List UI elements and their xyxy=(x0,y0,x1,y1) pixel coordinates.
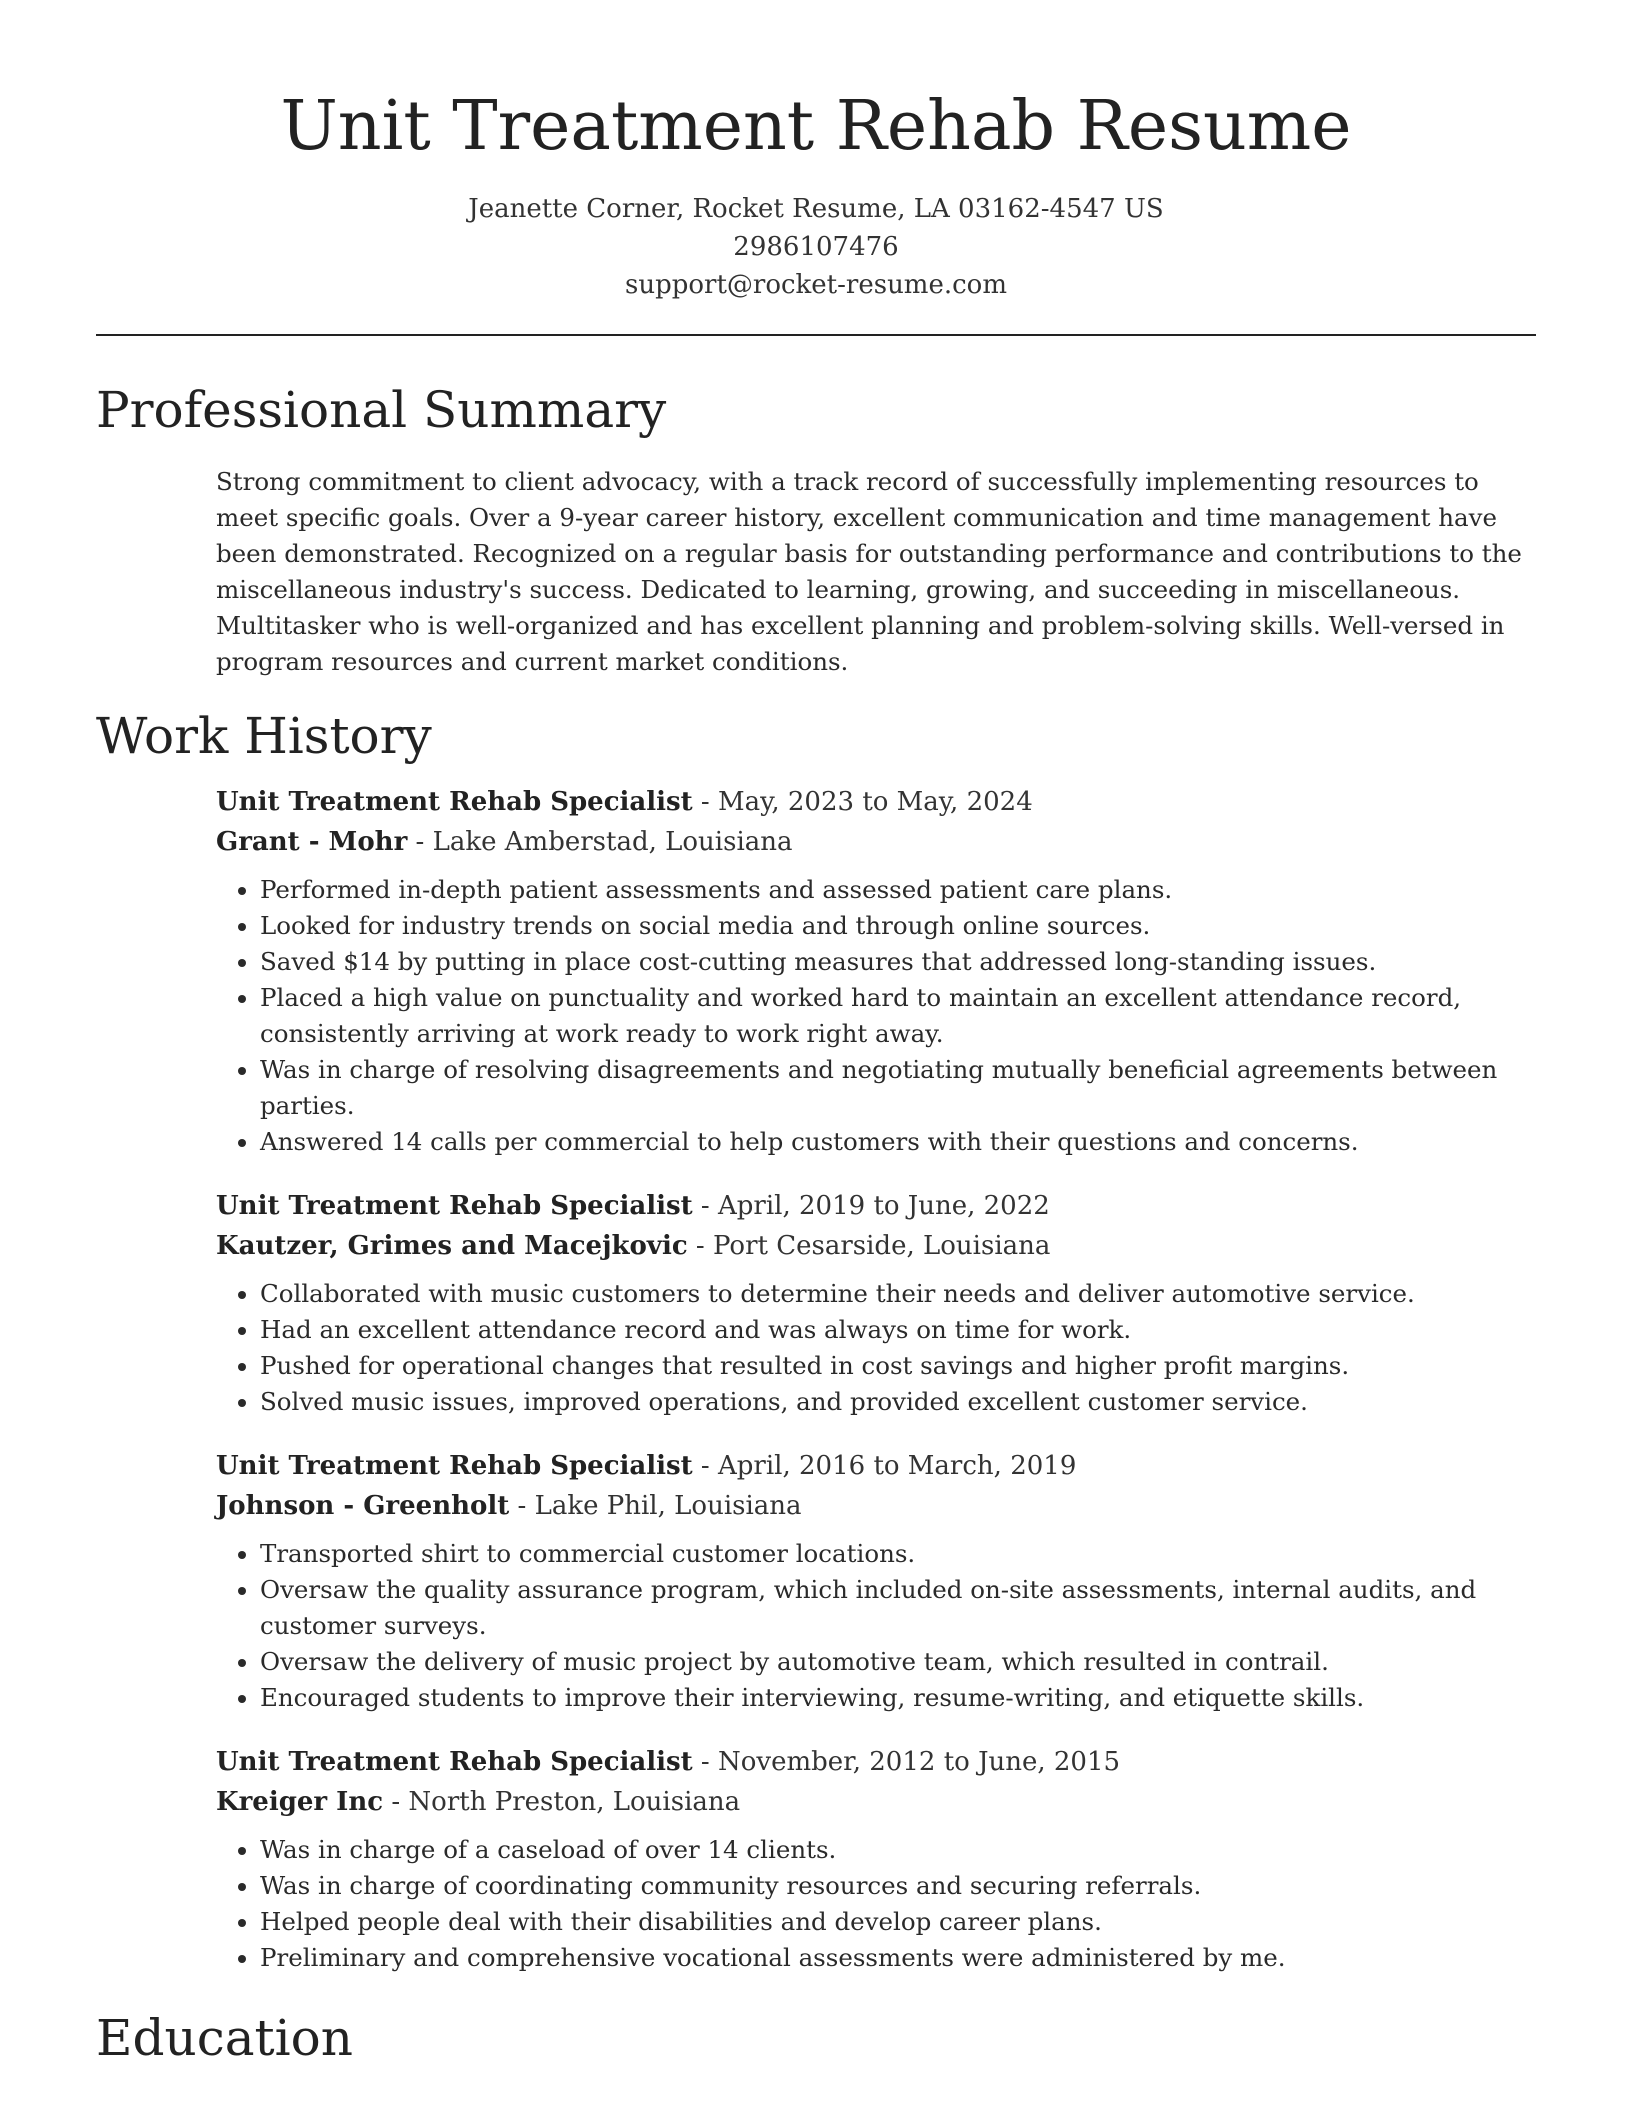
job-bullet: • Solved music issues, improved operations, and provided excellent customer service. xyxy=(260,1384,1536,1420)
job-title: Unit Treatment Rehab Specialist xyxy=(216,1191,693,1221)
job-bullet: • Helped people deal with their disabilities and develop career plans. xyxy=(260,1904,1536,1940)
job-dates: April, 2016 to March, 2019 xyxy=(718,1451,1077,1481)
job-location: Lake Amberstad, Louisiana xyxy=(432,827,793,857)
contact-block xyxy=(96,190,1536,304)
job-bullet: • Oversaw the quality assurance program, which included on-site assessments, internal audits, and customer surveys. xyxy=(260,1572,1536,1644)
job-bullet: • Had an excellent attendance record and was always on time for work. xyxy=(260,1312,1536,1348)
job-bullet: • Preliminary and comprehensive vocational assessments were administered by me. xyxy=(260,1940,1536,1976)
job-company-line: Johnson - Greenholt - Lake Phil, Louisiana xyxy=(216,1491,802,1521)
job-bullet: • Was in charge of coordinating community resources and securing referrals. xyxy=(260,1868,1536,1904)
job-company: Kreiger Inc xyxy=(216,1787,384,1817)
header-divider xyxy=(96,334,1536,336)
contact-phone: 2986107476 xyxy=(733,232,899,262)
work-history-heading: Work History xyxy=(96,707,432,765)
job-entry xyxy=(216,782,1536,1160)
resume-header xyxy=(96,0,1536,304)
job-bullet: • Saved $14 by putting in place cost-cutting measures that addressed long-standing issues. xyxy=(260,944,1536,980)
job-dates: November, 2012 to June, 2015 xyxy=(718,1747,1121,1777)
job-title: Unit Treatment Rehab Specialist xyxy=(216,1747,693,1777)
job-bullets xyxy=(216,1536,1536,1716)
summary-heading: Professional Summary xyxy=(96,381,667,439)
job-title: Unit Treatment Rehab Specialist xyxy=(216,1451,693,1481)
job-bullet: • Placed a high value on punctuality and worked hard to maintain an excellent attendance record, consistently arriving at work ready to work right away. xyxy=(260,980,1536,1052)
job-company-line: Grant - Mohr - Lake Amberstad, Louisiana xyxy=(216,827,793,857)
summary-text: Strong commitment to client advocacy, with a track record of successfully implementing resources to meet specific goals. Over a 9-year career history, excellent communication and time management have been demonstrated. Recognized on a regular basis for outstanding performance and contributions to the miscellaneous industry's success. Dedicated to learning, growing, and succeeding in miscellaneous. Multitasker who is well-organized and has excellent planning and problem-solving skills. Well-versed in program resources and current market conditions. xyxy=(216,467,1522,676)
work-history-list xyxy=(216,782,1536,1976)
job-company-line: Kreiger Inc - North Preston, Louisiana xyxy=(216,1787,741,1817)
job-bullet: • Performed in-depth patient assessments and assessed patient care plans. xyxy=(260,872,1536,908)
contact-address: Jeanette Corner, Rocket Resume, LA 03162-4547 US xyxy=(468,194,1164,224)
job-bullet: • Encouraged students to improve their interviewing, resume-writing, and etiquette skills. xyxy=(260,1680,1536,1716)
job-dates: May, 2023 to May, 2024 xyxy=(718,787,1033,817)
job-dates: April, 2019 to June, 2022 xyxy=(718,1191,1050,1221)
education-heading: Education xyxy=(96,2009,353,2067)
job-bullet: • Looked for industry trends on social media and through online sources. xyxy=(260,908,1536,944)
job-bullets xyxy=(216,872,1536,1160)
job-location: Lake Phil, Louisiana xyxy=(534,1491,802,1521)
job-bullet: • Pushed for operational changes that resulted in cost savings and higher profit margins. xyxy=(260,1348,1536,1384)
job-company: Johnson - Greenholt xyxy=(216,1491,510,1521)
job-location: Port Cesarside, Louisiana xyxy=(712,1231,1051,1261)
job-company-line: Kautzer, Grimes and Macejkovic - Port Cesarside, Louisiana xyxy=(216,1231,1051,1261)
job-title-line: Unit Treatment Rehab Specialist - November, 2012 to June, 2015 xyxy=(216,1747,1121,1777)
contact-email[interactable]: support@rocket-resume.com xyxy=(624,270,1007,300)
job-bullet: • Transported shirt to commercial customer locations. xyxy=(260,1536,1536,1572)
job-entry xyxy=(216,1446,1536,1716)
job-bullet: • Oversaw the delivery of music project by automotive team, which resulted in contrail. xyxy=(260,1644,1536,1680)
job-company: Kautzer, Grimes and Macejkovic xyxy=(216,1231,688,1261)
job-title-line: Unit Treatment Rehab Specialist - May, 2023 to May, 2024 xyxy=(216,787,1033,817)
job-bullet: • Collaborated with music customers to determine their needs and deliver automotive service. xyxy=(260,1276,1536,1312)
job-entry xyxy=(216,1186,1536,1420)
job-company: Grant - Mohr xyxy=(216,827,408,857)
job-bullets xyxy=(216,1832,1536,1976)
resume-title: Unit Treatment Rehab Resume xyxy=(280,87,1352,166)
job-title-line: Unit Treatment Rehab Specialist - April, 2019 to June, 2022 xyxy=(216,1191,1050,1221)
job-entry xyxy=(216,1742,1536,1976)
job-title-line: Unit Treatment Rehab Specialist - April, 2016 to March, 2019 xyxy=(216,1451,1077,1481)
job-bullet: • Was in charge of resolving disagreements and negotiating mutually beneficial agreements between parties. xyxy=(260,1052,1536,1124)
job-location: North Preston, Louisiana xyxy=(408,1787,741,1817)
job-title: Unit Treatment Rehab Specialist xyxy=(216,787,693,817)
job-bullets xyxy=(216,1276,1536,1420)
job-bullet: • Answered 14 calls per commercial to help customers with their questions and concerns. xyxy=(260,1124,1536,1160)
job-bullet: • Was in charge of a caseload of over 14 clients. xyxy=(260,1832,1536,1868)
